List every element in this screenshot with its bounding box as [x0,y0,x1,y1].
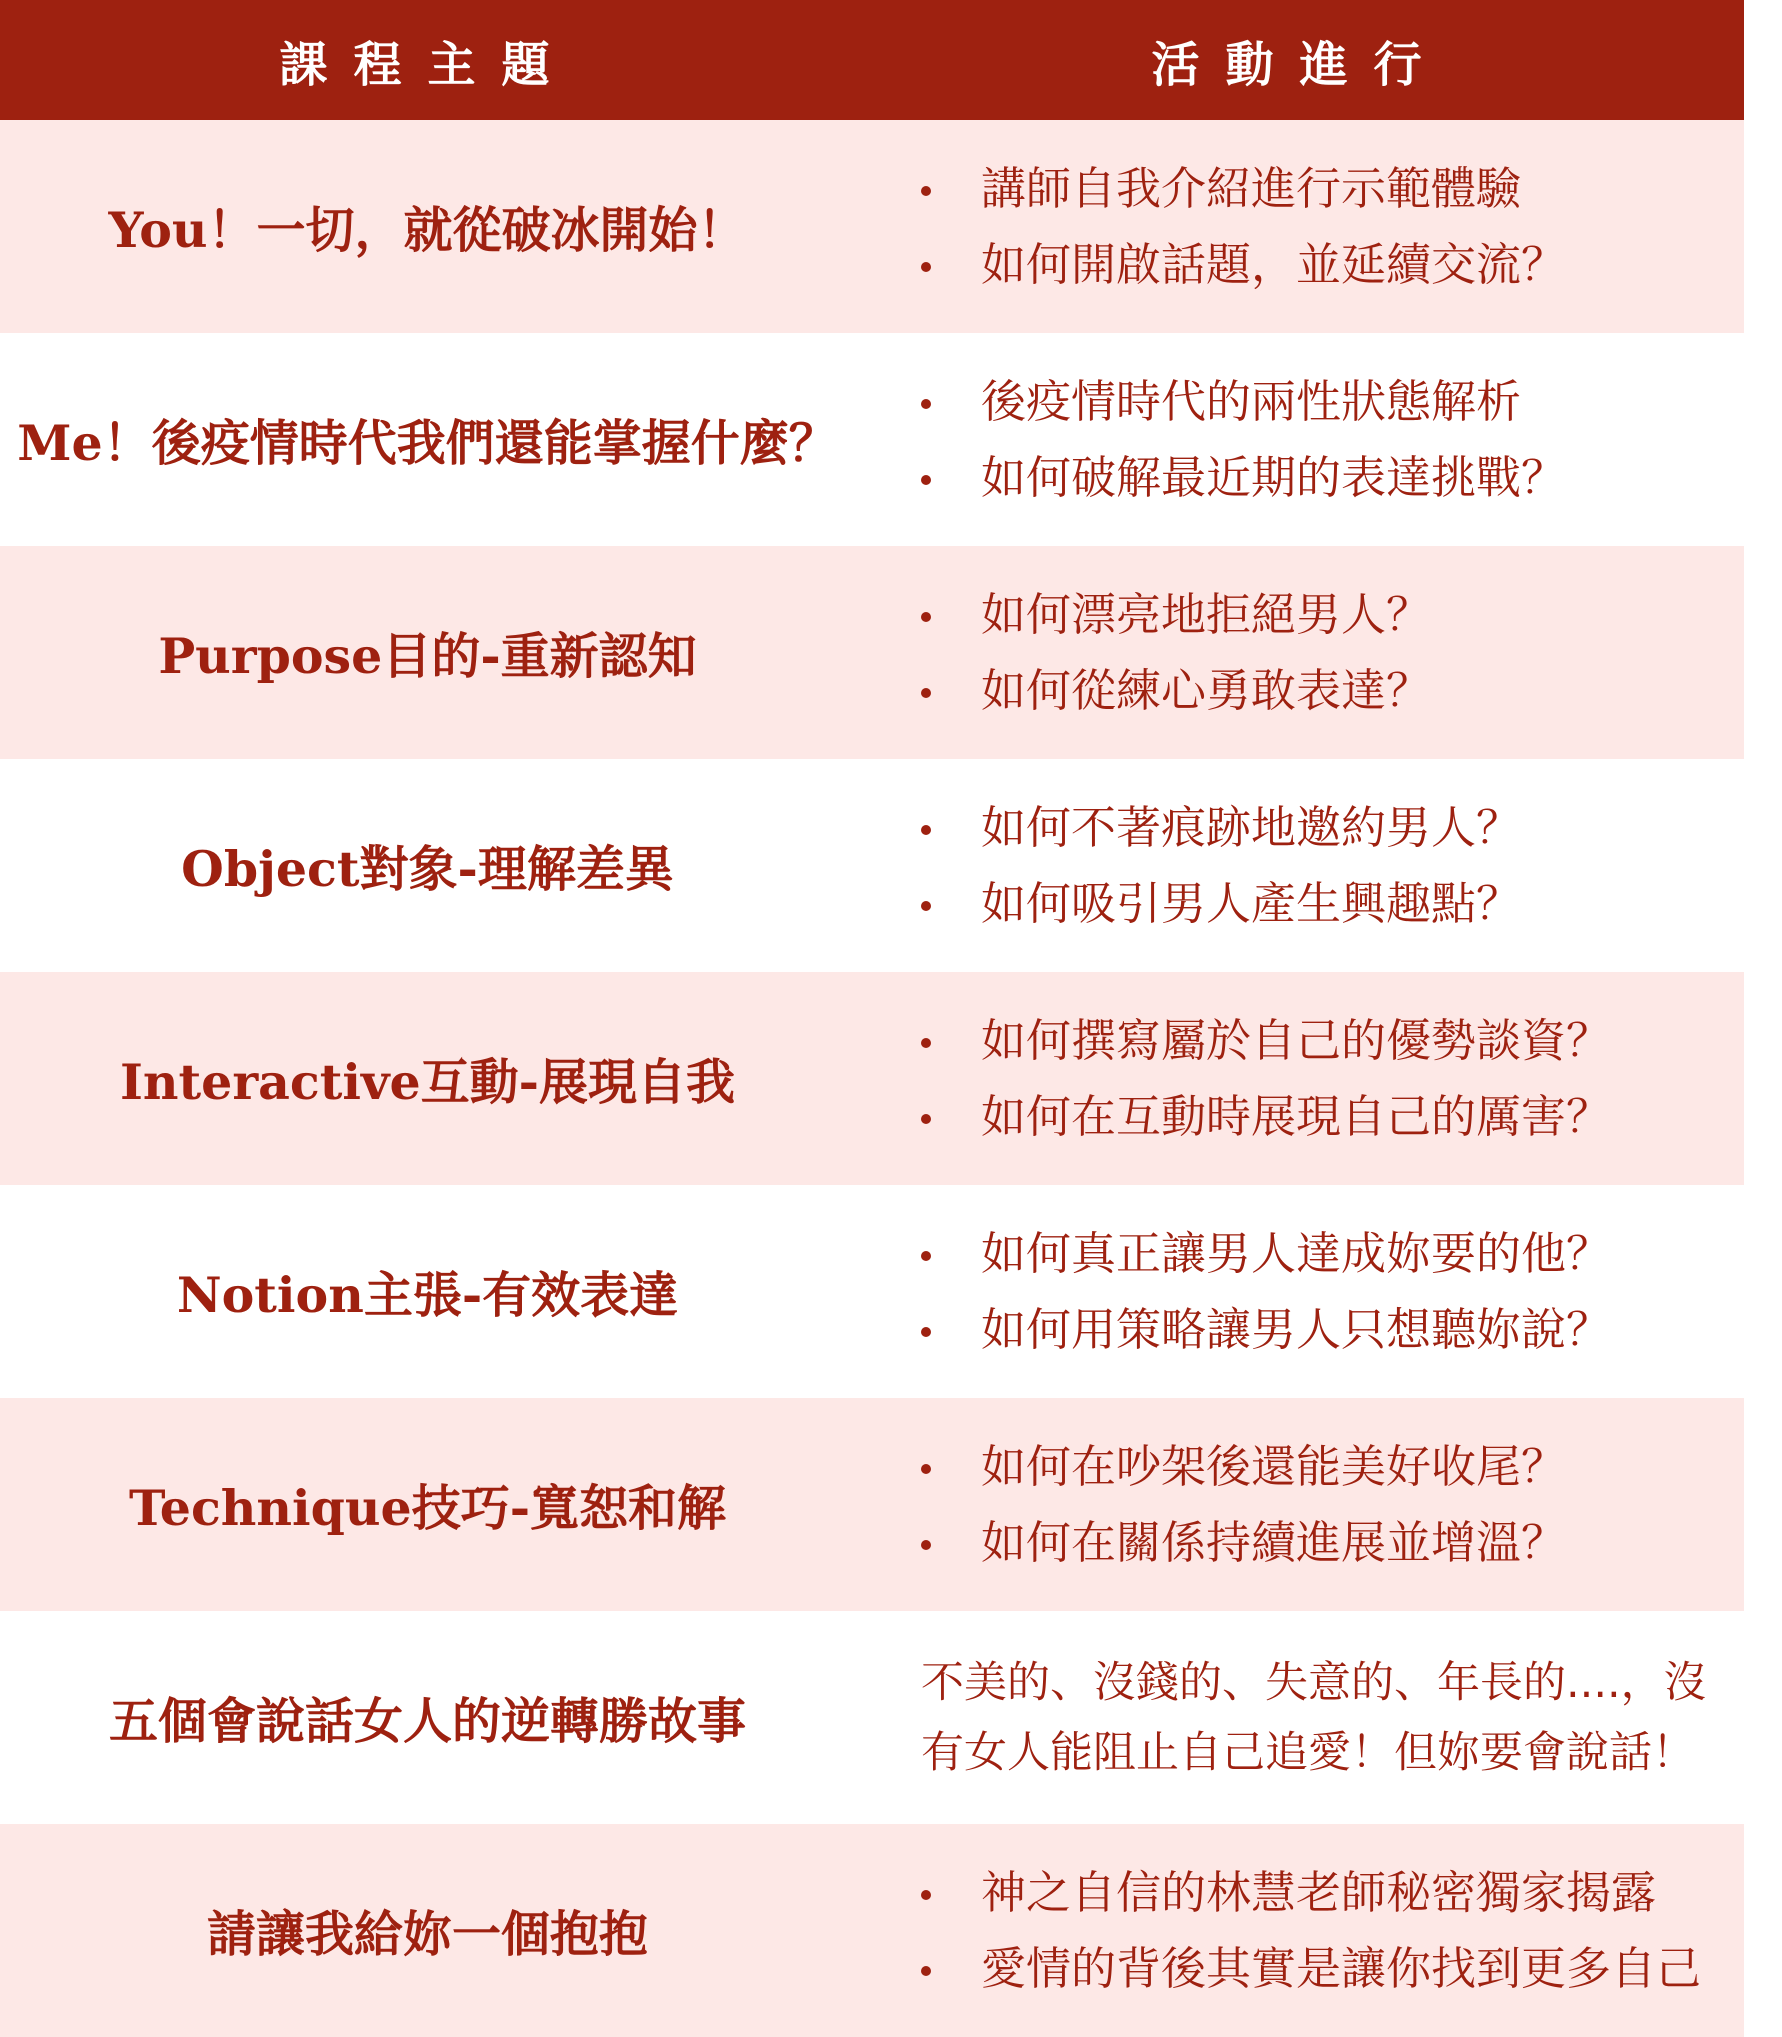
activity-item: 後疫情時代的兩性狀態解析 [921,364,1744,440]
activity-item: 如何從練心勇敢表達？ [921,653,1744,729]
activity-item: 如何破解最近期的表達挑戰？ [921,440,1744,516]
row-topic: Me！後疫情時代我們還能掌握什麼？ [17,413,838,472]
table-row [0,120,1744,333]
activity-item: 如何漂亮地拒絕男人？ [921,577,1744,653]
activity-item: 如何在互動時展現自己的厲害？ [921,1079,1744,1155]
table-row [0,759,1744,972]
header-course-topic: 課程主題 [279,36,576,93]
activity-item: 如何在關係持續進展並增溫？ [921,1505,1744,1581]
activity-list [855,364,1744,516]
activity-item: 如何開啟話題，並延續交流？ [921,227,1744,303]
row-topic: Technique技巧-寬恕和解 [128,1478,727,1537]
activity-item: 如何在吵架後還能美好收尾？ [921,1429,1744,1505]
row-topic: 請讓我給妳一個抱抱 [206,1904,648,1963]
activity-list [855,790,1744,942]
activity-list [855,577,1744,729]
row-topic: Object對象-理解差異 [181,839,674,898]
table-row [0,333,1744,546]
header-activity: 活動進行 [1151,36,1448,93]
activity-item: 如何用策略讓男人只想聽妳說？ [921,1292,1744,1368]
activity-item: 如何不著痕跡地邀約男人？ [921,790,1744,866]
activity-item: 如何撰寫屬於自己的優勢談資？ [921,1003,1744,1079]
table-row [0,1824,1744,2037]
row-topic: You！一切，就從破冰開始！ [108,200,747,259]
activity-list [855,1429,1744,1581]
row-topic: Interactive互動-展現自我 [120,1052,735,1111]
table-row [0,972,1744,1185]
activity-list [855,1003,1744,1155]
row-topic: Notion主張-有效表達 [176,1265,679,1324]
activity-list [855,1216,1744,1368]
table-row [0,546,1744,759]
table-row [0,1398,1744,1611]
activity-item: 講師自我介紹進行示範體驗 [921,151,1744,227]
table-header [0,0,1744,120]
row-topic: 五個會說話女人的逆轉勝故事 [108,1691,746,1750]
activity-list [855,151,1744,303]
row-topic: Purpose目的-重新認知 [158,626,697,685]
table-row [0,1611,1744,1824]
activity-paragraph: 不美的、沒錢的、失意的、年長的....，沒有女人能阻止自己追愛！但妳要會說話！ [921,1657,1707,1778]
activity-item: 如何吸引男人產生興趣點？ [921,866,1744,942]
activity-item: 神之自信的林慧老師秘密獨家揭露 [921,1855,1744,1931]
activity-item: 如何真正讓男人達成妳要的他？ [921,1216,1744,1292]
table-row [0,1185,1744,1398]
activity-list [855,1855,1744,2007]
activity-item: 愛情的背後其實是讓你找到更多自己 [921,1931,1744,2007]
